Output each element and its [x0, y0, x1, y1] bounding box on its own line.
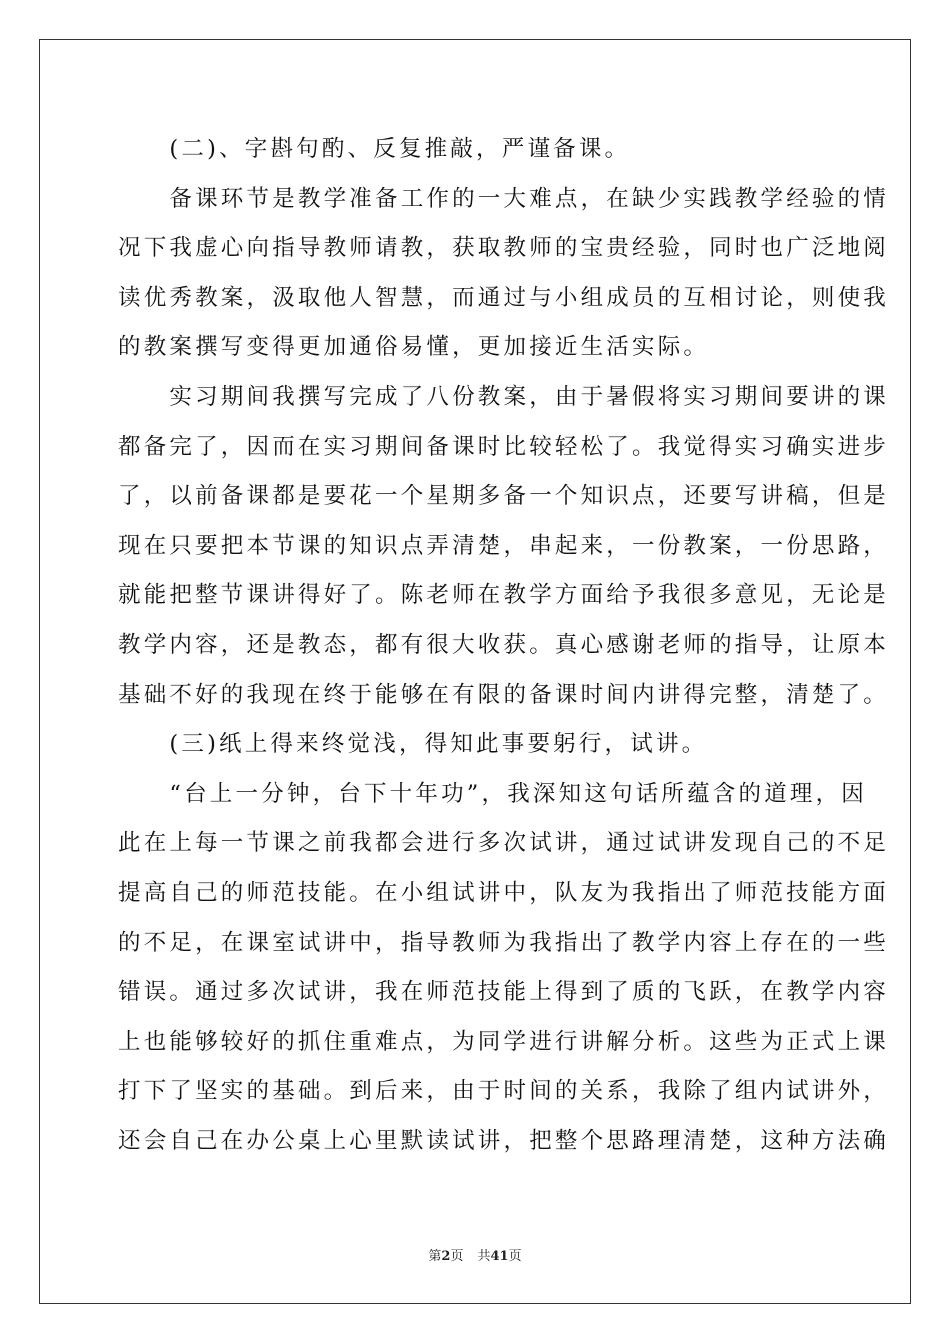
text-line: 读优秀教案，汲取他人智慧，而通过与小组成员的互相讨论，则使我	[118, 284, 890, 311]
text-line: 况下我虚心向指导教师请教，获取教师的宝贵经验，同时也广泛地阅	[118, 235, 890, 262]
text-line: (三)纸上得来终觉浅，得知此事要躬行，试讲。	[118, 731, 708, 758]
text-line: 的教案撰写变得更加通俗易懂，更加接近生活实际。	[118, 334, 710, 361]
text-line: 了，以前备课都是要花一个星期多备一个知识点，还要写讲稿，但是	[118, 483, 890, 510]
text-line: 的不足，在课室试讲中，指导教师为我指出了教学内容上存在的一些	[118, 929, 890, 956]
text-line: 错误。通过多次试讲，我在师范技能上得到了质的飞跃，在教学内容	[118, 979, 890, 1006]
page-suffix: 页	[450, 1249, 464, 1264]
text-line: 基础不好的我现在终于能够在有限的备课时间内讲得完整，清楚了。	[118, 681, 890, 708]
text-line: 现在只要把本节课的知识点弄清楚，串起来，一份教案，一份思路，	[118, 532, 890, 559]
text-line: 还会自己在办公桌上心里默读试讲，把整个思路理清楚，这种方法确	[118, 1127, 890, 1154]
total-prefix: 共	[477, 1249, 491, 1264]
text-line: 提高自己的师范技能。在小组试讲中，队友为我指出了师范技能方面	[118, 879, 890, 906]
text-line: 都备完了，因而在实习期间备课时比较轻松了。我觉得实习确实进步	[118, 433, 890, 460]
page-prefix: 第	[428, 1249, 442, 1264]
text-line: 教学内容，还是教态，都有很大收获。真心感谢老师的指导，让原本	[118, 631, 890, 658]
document-body	[118, 125, 890, 1166]
text-line: 实习期间我撰写完成了八份教案，由于暑假将实习期间要讲的课	[118, 383, 890, 410]
text-line: 此在上每一节课之前我都会进行多次试讲，通过试讲发现自己的不足	[118, 830, 890, 857]
total-suffix: 页	[508, 1249, 522, 1264]
text-line: 打下了坚实的基础。到后来，由于时间的关系，我除了组内试讲外，	[118, 1078, 890, 1105]
text-line: 就能把整节课讲得好了。陈老师在教学方面给予我很多意见，无论是	[118, 582, 890, 609]
text-line: “台上一分钟，台下十年功”，我深知这句话所蕴含的道理，因	[118, 780, 868, 807]
page-footer	[0, 1245, 950, 1264]
total-pages: 41	[490, 1249, 509, 1264]
page-number: 2	[441, 1249, 451, 1264]
text-line: 备课环节是教学准备工作的一大难点，在缺少实践教学经验的情	[118, 185, 890, 212]
text-line: (二)、字斟句酌、反复推敲，严谨备课。	[118, 136, 631, 162]
text-line: 上也能够较好的抓住重难点，为同学进行讲解分析。这些为正式上课	[118, 1028, 890, 1055]
